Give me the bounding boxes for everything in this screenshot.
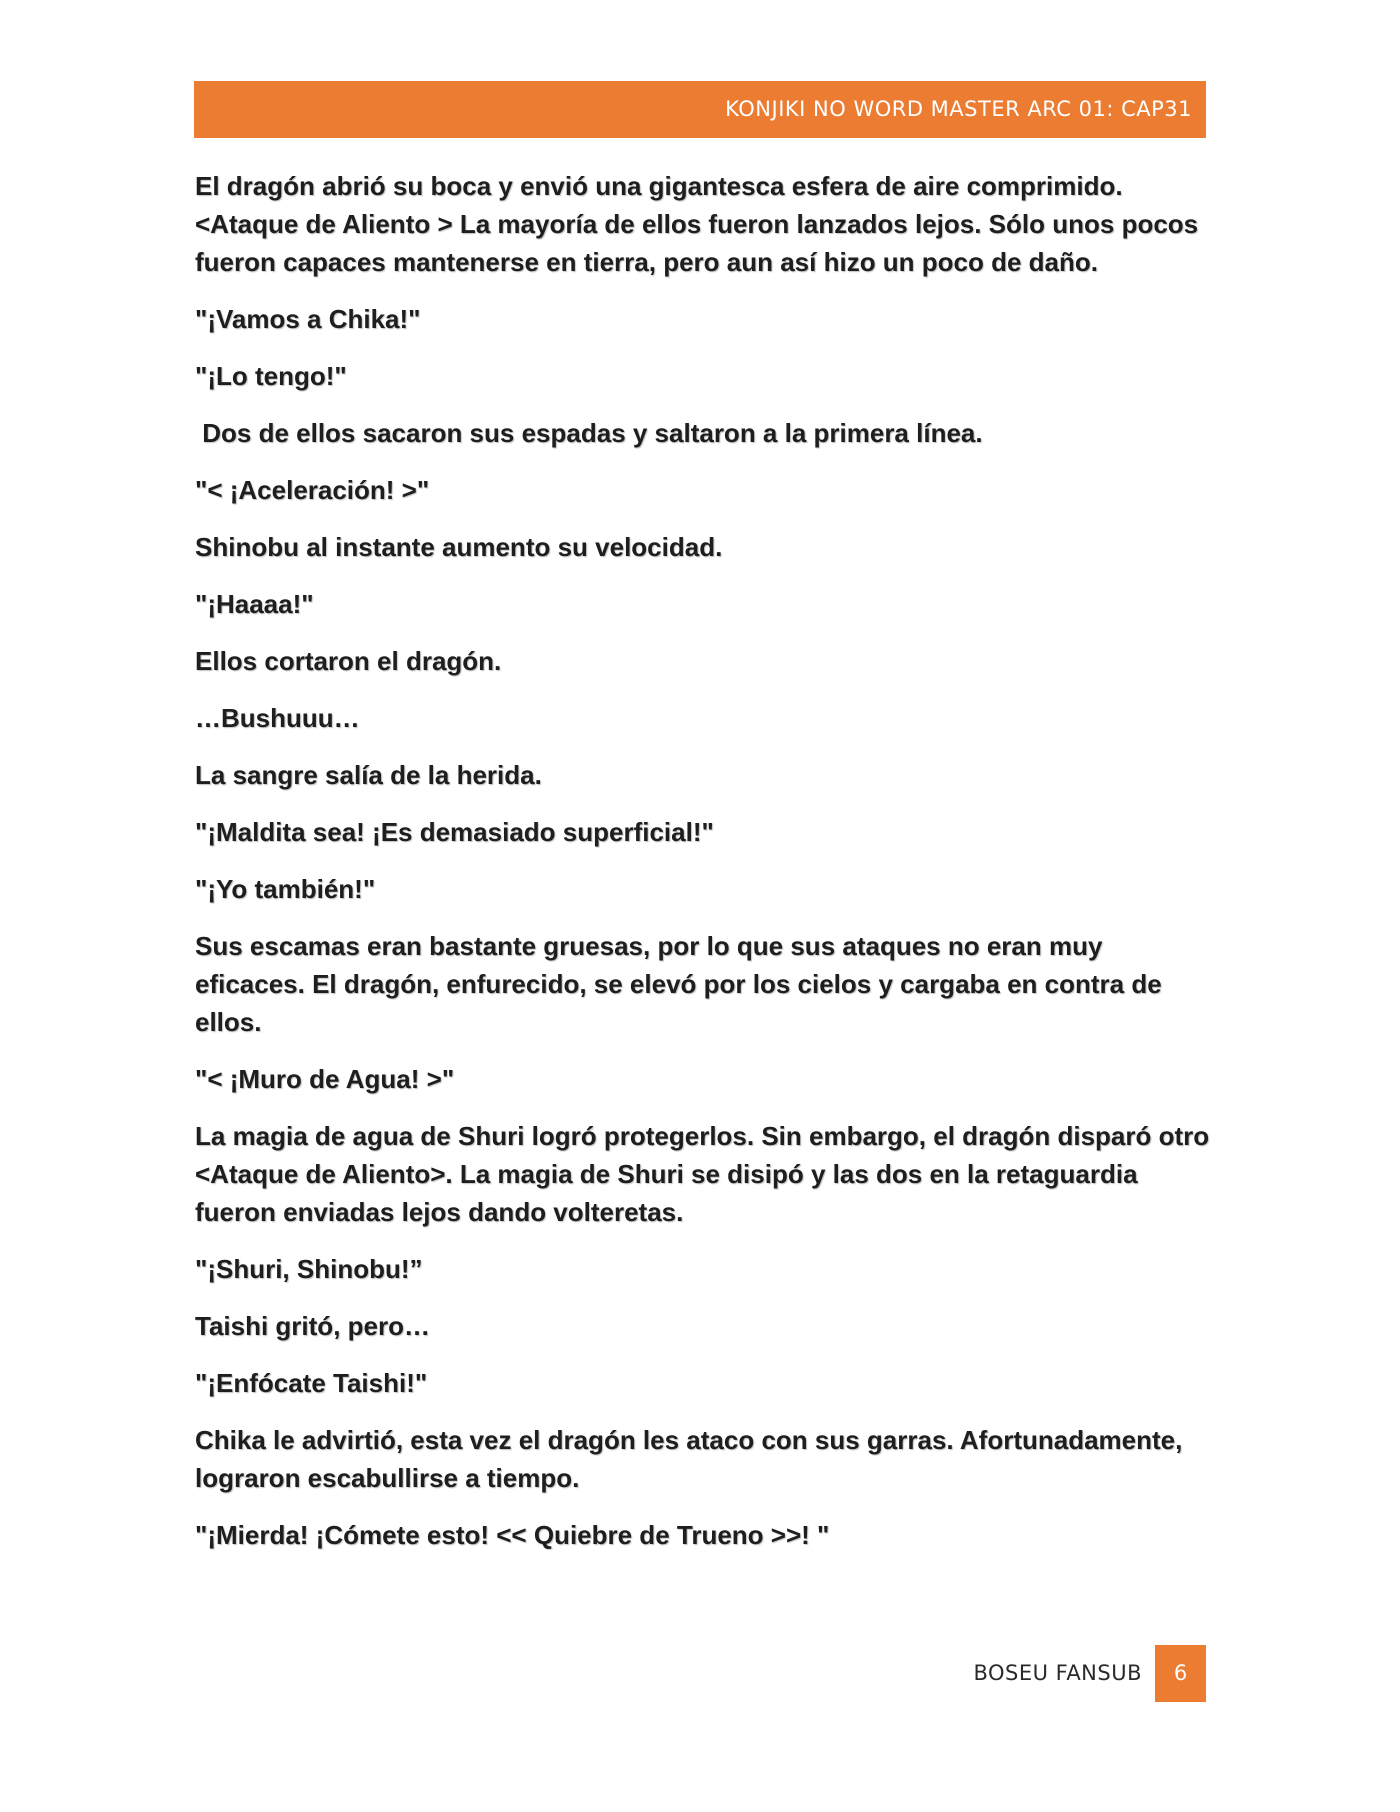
paragraph: "¡Haaaa!"	[195, 589, 314, 619]
paragraph: Sus escamas eran bastante gruesas, por lo que sus ataques no eran muy eficaces. El dragón, enfurecido, se elevó por los cielos y cargaba en contra de ellos.	[195, 931, 1169, 1037]
paragraph: "< ¡Muro de Agua! >"	[195, 1064, 455, 1094]
paragraph: Taishi gritó, pero…	[195, 1311, 430, 1341]
paragraph: "¡Lo tengo!"	[195, 361, 347, 391]
paragraph: "¡Shuri, Shinobu!”	[195, 1254, 423, 1284]
page-header-bar	[194, 81, 1206, 138]
paragraph: Ellos cortaron el dragón.	[195, 646, 502, 676]
paragraph: El dragón abrió su boca y envió una gigantesca esfera de aire comprimido. <Ataque de Aliento > La mayoría de ellos fueron lanzados lejos. Sólo unos pocos fueron capaces mantenerse en tierra, pero aun así hizo un poco de daño.	[195, 171, 1206, 277]
paragraph: "¡Mierda! ¡Cómete esto! << Quiebre de Trueno >>! "	[195, 1520, 830, 1550]
paragraph: "¡Vamos a Chika!"	[195, 304, 421, 334]
paragraph: "¡Maldita sea! ¡Es demasiado superficial!"	[195, 817, 714, 847]
footer-brand: BOSEU FANSUB	[973, 1661, 1142, 1685]
header-title: KONJIKI NO WORD MASTER ARC 01: CAP31	[725, 97, 1192, 121]
paragraph: La sangre salía de la herida.	[195, 760, 542, 790]
paragraph: "< ¡Aceleración! >"	[195, 475, 430, 505]
paragraph: Shinobu al instante aumento su velocidad.	[195, 532, 723, 562]
paragraph: Dos de ellos sacaron sus espadas y saltaron a la primera línea.	[195, 418, 983, 448]
page-number: 6	[1155, 1645, 1206, 1702]
paragraph: "¡Enfócate Taishi!"	[195, 1368, 428, 1398]
paragraph: …Bushuuu…	[195, 703, 360, 733]
paragraph: Chika le advirtió, esta vez el dragón les ataco con sus garras. Afortunadamente, lograron escabullirse a tiempo.	[195, 1425, 1190, 1493]
paragraph: La magia de agua de Shuri logró protegerlos. Sin embargo, el dragón disparó otro <Ataque de Aliento>. La magia de Shuri se disipó y las dos en la retaguardia fueron enviadas lejos dando volteretas.	[195, 1121, 1217, 1227]
page-footer	[194, 1645, 1206, 1702]
paragraph: "¡Yo también!"	[195, 874, 376, 904]
document-body	[195, 167, 1217, 1573]
